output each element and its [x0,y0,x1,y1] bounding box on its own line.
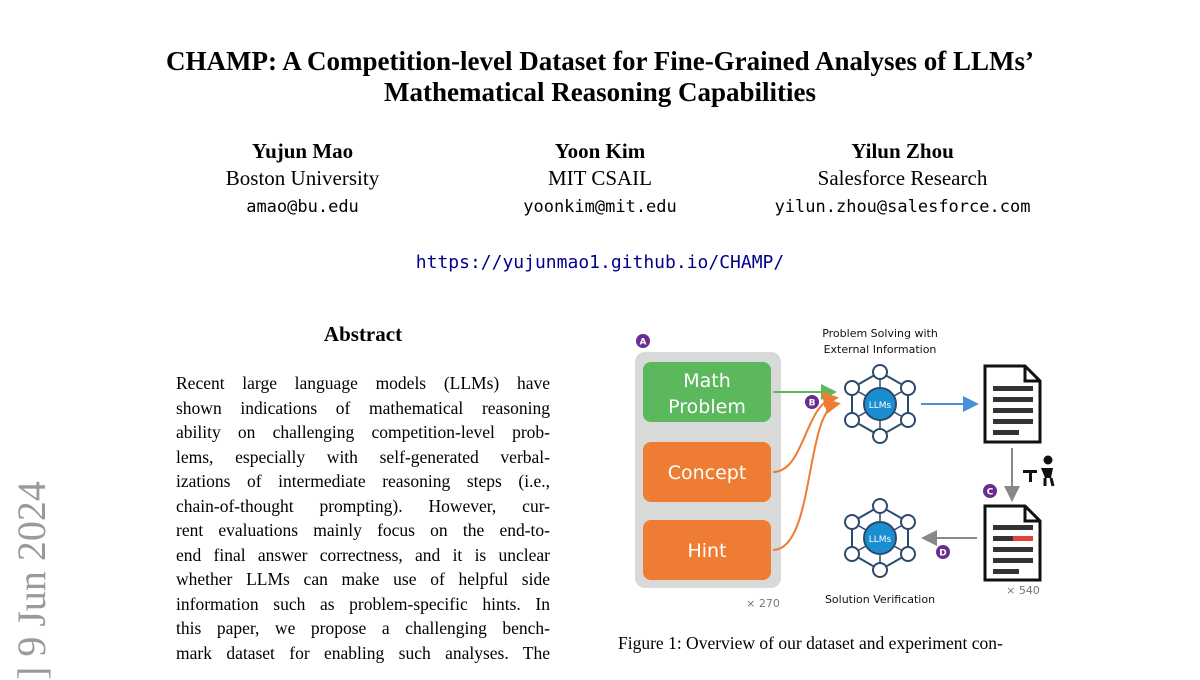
label-d-text: D [939,548,947,559]
math-problem-box [643,362,771,422]
document-icon-top [985,366,1040,442]
abstract-line: izations of intermediate reasoning steps (i.e., [176,471,550,491]
author-name: Yoon Kim [554,139,646,163]
figure-caption: Figure 1: Overview of our dataset and experiment con- [618,633,1003,653]
author-block-2 [490,138,710,222]
error-highlight [1013,536,1033,541]
author-block-3 [745,138,1060,222]
abstract-line: mark dataset for enabling such analyses. The [176,642,550,663]
llm-network-bottom-icon [845,499,915,577]
arxiv-stamp [8,380,98,680]
concept-box-label: Concept [667,462,747,484]
math-box-line1: Math [683,370,731,392]
author-affiliation: MIT CSAIL [547,166,653,190]
author-affiliation: Boston University [225,166,380,190]
abstract-line: Recent large language models (LLMs) have [176,373,550,393]
hint-box-label: Hint [687,540,727,562]
project-url-link[interactable]: https://yujunmao1.github.io/CHAMP/ [415,252,785,273]
abstract-line: end final answer correctness, and it is unclear [176,544,550,565]
count-left: × 270 [746,597,780,610]
label-b-badge [805,395,819,409]
label-a-text: A [639,337,647,348]
abstract-line: information such as problem-specific hints. In [176,593,550,614]
abstract-heading: Abstract [323,322,403,346]
llm-label-bottom: LLMs [868,535,892,545]
abstract-line: lems, especially with self-generated verbal- [176,446,550,467]
author-name: Yilun Zhou [851,139,954,163]
abstract-line: shown indications of mathematical reasoning [176,397,550,418]
abstract-line: this paper, we propose a challenging bench- [176,618,550,638]
count-right: × 540 [1006,584,1040,597]
abstract-line: whether LLMs can make use of helpful side [176,569,550,589]
top-title-line1: Problem Solving with [822,327,938,340]
title-line-2: Mathematical Reasoning Capabilities [384,77,816,107]
hint-box [643,520,771,580]
author-name: Yujun Mao [251,139,354,163]
arrow-concept-to-llm [773,398,835,472]
annotator-person-icon [1023,456,1053,487]
math-box-line2: Problem [668,396,746,418]
document-icon-annotated [985,506,1040,580]
author-email[interactable]: amao@bu.edu [246,197,359,217]
concept-box [643,442,771,502]
abstract-body [176,371,550,665]
author-email[interactable]: yilun.zhou@salesforce.com [774,197,1031,217]
abstract-line: chain-of-thought prompting). However, cur- [176,495,550,516]
title-line-1: CHAMP: A Competition-level Dataset for Fine-Grained Analyses of LLMs’ [166,46,1034,76]
paper-title [0,46,1200,108]
llm-label-top: LLMs [868,401,892,411]
abstract-line: ability on challenging competition-level prob- [176,422,550,442]
bottom-title: Solution Verification [824,593,936,606]
label-a-badge [636,334,650,348]
arrow-hint-to-llm [773,404,837,550]
llm-network-top-icon [845,365,915,443]
figure-1 [615,322,1075,612]
arxiv-stamp-text: ] 9 Jun 2024 [9,481,54,680]
abstract-line: rent evaluations mainly focus on the end-to- [176,520,550,540]
top-title-line2: External Information [823,343,937,356]
author-block-1 [190,138,415,222]
label-d-badge [936,545,950,559]
author-email[interactable]: yoonkim@mit.edu [523,197,677,217]
label-b-text: B [808,398,816,409]
figure-1-diagram [615,322,1075,612]
author-affiliation: Salesforce Research [817,166,988,190]
label-c-badge [983,484,997,498]
label-c-text: C [986,487,994,498]
